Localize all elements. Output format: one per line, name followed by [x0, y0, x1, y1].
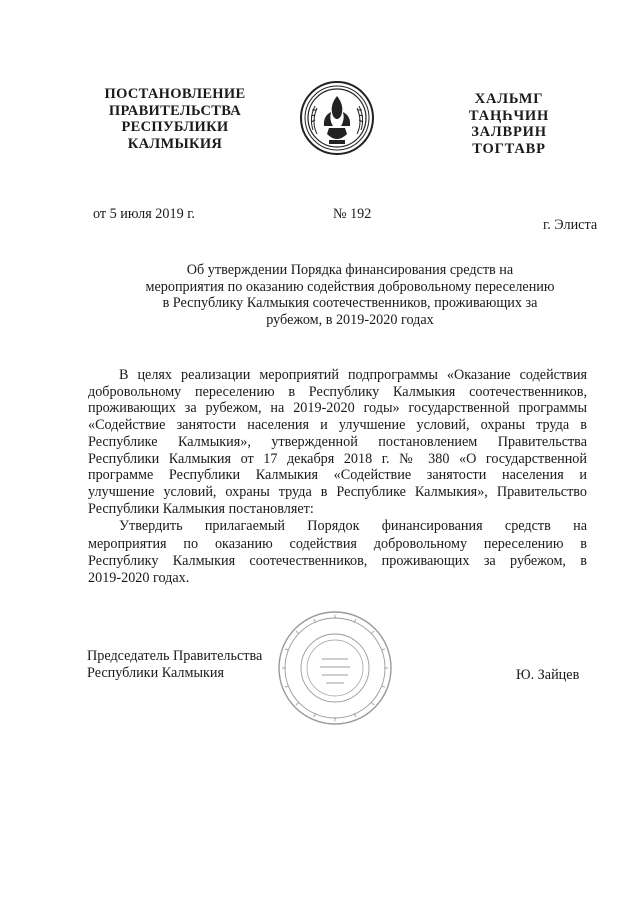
body-line: 2019-2020 годах.	[88, 570, 190, 586]
title-line: мероприятия по оказанию содействия добровольному переселению	[145, 278, 555, 295]
body-line: Республике Калмыкия», утвержденной постановлением Правительства	[88, 434, 587, 450]
header-kalmyk-line: ХАЛЬМГ	[474, 91, 544, 107]
body-line: Республики Калмыкия постановляет:	[88, 501, 314, 517]
title-line: рубежом, в 2019-2020 годах	[266, 311, 434, 328]
header-russian	[95, 86, 255, 152]
header-russian-line: РЕСПУБЛИКИ	[121, 119, 229, 135]
header-russian-line: ПОСТАНОВЛЕНИЕ	[104, 86, 246, 102]
body-line: улучшение условий, охраны труда в Республике Калмыкия», Правительство	[88, 484, 587, 500]
body-line: «Содействие занятости населения и улучшение условий, охраны труда в	[88, 417, 587, 433]
official-round-seal-icon	[276, 609, 394, 727]
document-date: от 5 июля 2019 г.	[93, 206, 195, 222]
body-line: Республики Калмыкия от 17 декабря 2018 г. № 380 «О государственной	[88, 451, 587, 467]
title-line: в Республику Калмыкия соотечественников, проживающих за	[162, 295, 538, 311]
document-number: № 192	[333, 206, 372, 222]
body-line: программе Республики Калмыкия «Содействие занятости населения и	[88, 467, 587, 483]
document-city: г. Элиста	[543, 217, 598, 233]
body-line: проживающих за рубежом, на 2019-2020 годы» государственной программы	[88, 400, 587, 416]
body-line: В целях реализации мероприятий подпрограммы «Оказание содействия	[119, 367, 587, 383]
body-line: Республику Калмыкия соотечественников, проживающих за рубежом, в	[88, 553, 587, 569]
header-kalmyk-line: ТАҢҺЧИН	[468, 107, 550, 124]
header-kalmyk	[448, 91, 570, 157]
header-kalmyk-line: ТОГТАВР	[472, 140, 546, 157]
document-title	[130, 262, 570, 328]
signatory-position	[87, 648, 262, 682]
body-line: добровольному переселению в Республику Калмыкия соотечественников,	[88, 384, 587, 400]
body-line: Утвердить прилагаемый Порядок финансирования средств на	[119, 518, 587, 534]
header-russian-line: ПРАВИТЕЛЬСТВА	[108, 102, 242, 119]
signatory-name: Ю. Зайцев	[516, 667, 580, 683]
title-line: Об утверждении Порядка финансирования средств на	[186, 262, 514, 278]
body-line: мероприятия по оказанию содействия добровольному переселению в	[88, 536, 587, 552]
header-russian-line: КАЛМЫКИЯ	[127, 135, 223, 152]
header-kalmyk-line: ЗАЛВРИН	[471, 124, 547, 140]
signatory-position-line: Председатель Правительства	[87, 648, 263, 664]
signatory-position-line: Республики Калмыкия	[87, 665, 225, 681]
kalmykia-coat-of-arms-icon	[299, 78, 375, 158]
